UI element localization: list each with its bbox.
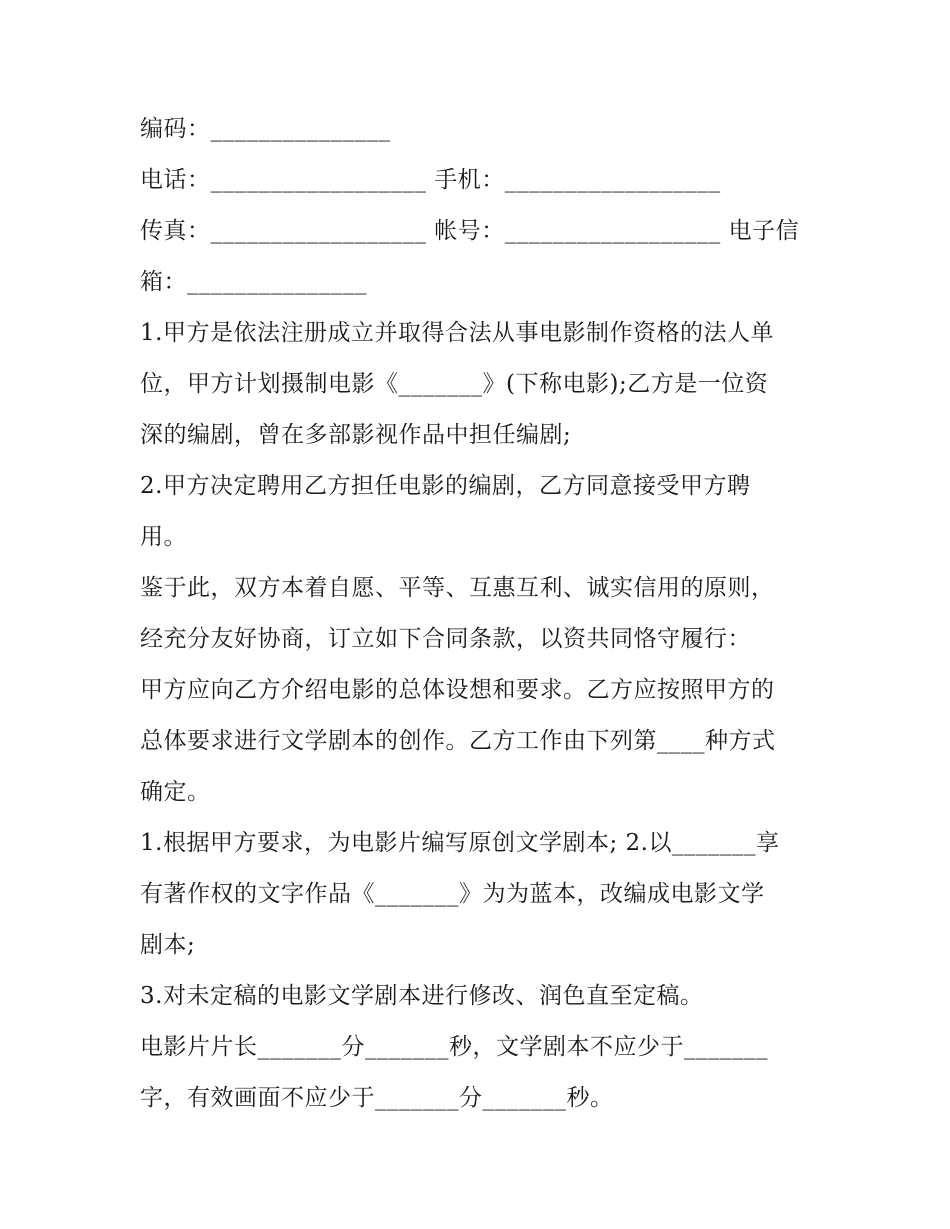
contact-phone-line: 电话：__________________ 手机：__________________	[140, 167, 721, 193]
paragraph-line: 字，有效画面不应少于_______分_______秒。	[140, 1085, 614, 1111]
paragraph-line: 1.根据甲方要求，为电影片编写原创文学剧本; 2.以_______享	[140, 830, 780, 856]
paragraph-line: 总体要求进行文学剧本的创作。乙方工作由下列第____种方式	[140, 728, 776, 754]
paragraph-line: 有著作权的文字作品《_______》为为蓝本，改编成电影文学	[140, 881, 765, 907]
paragraph-line: 3.对未定稿的电影文学剧本进行修改、润色直至定稿。	[140, 983, 704, 1009]
paragraph-line: 位，甲方计划摄制电影《_______》(下称电影);乙方是一位资	[140, 371, 769, 397]
document-body	[140, 104, 820, 1124]
contact-fax-line: 传真：__________________ 帐号：__________________ 电子信	[140, 218, 800, 244]
contact-email-line: 箱：_______________	[140, 269, 367, 295]
paragraph-line: 甲方应向乙方介绍电影的总体设想和要求。乙方应按照甲方的	[140, 677, 775, 703]
paragraph-line: 确定。	[140, 779, 211, 805]
paragraph-line: 2.甲方决定聘用乙方担任电影的编剧，乙方同意接受甲方聘	[140, 473, 751, 499]
paragraph-line: 鉴于此，双方本着自愿、平等、互惠互利、诚实信用的原则，	[140, 575, 775, 601]
paragraph-line: 1.甲方是依法注册成立并取得合法从事电影制作资格的法人单	[140, 320, 774, 346]
paragraph-line: 电影片片长_______分_______秒，文学剧本不应少于_______	[140, 1034, 768, 1060]
paragraph-line: 剧本;	[140, 932, 196, 958]
paragraph-line: 经充分友好协商，订立如下合同条款，以资共同恪守履行：	[140, 626, 751, 652]
paragraph-line: 深的编剧，曾在多部影视作品中担任编剧;	[140, 422, 572, 448]
contact-postcode-line: 编码：_______________	[140, 116, 391, 142]
paragraph-line: 用。	[140, 524, 187, 550]
